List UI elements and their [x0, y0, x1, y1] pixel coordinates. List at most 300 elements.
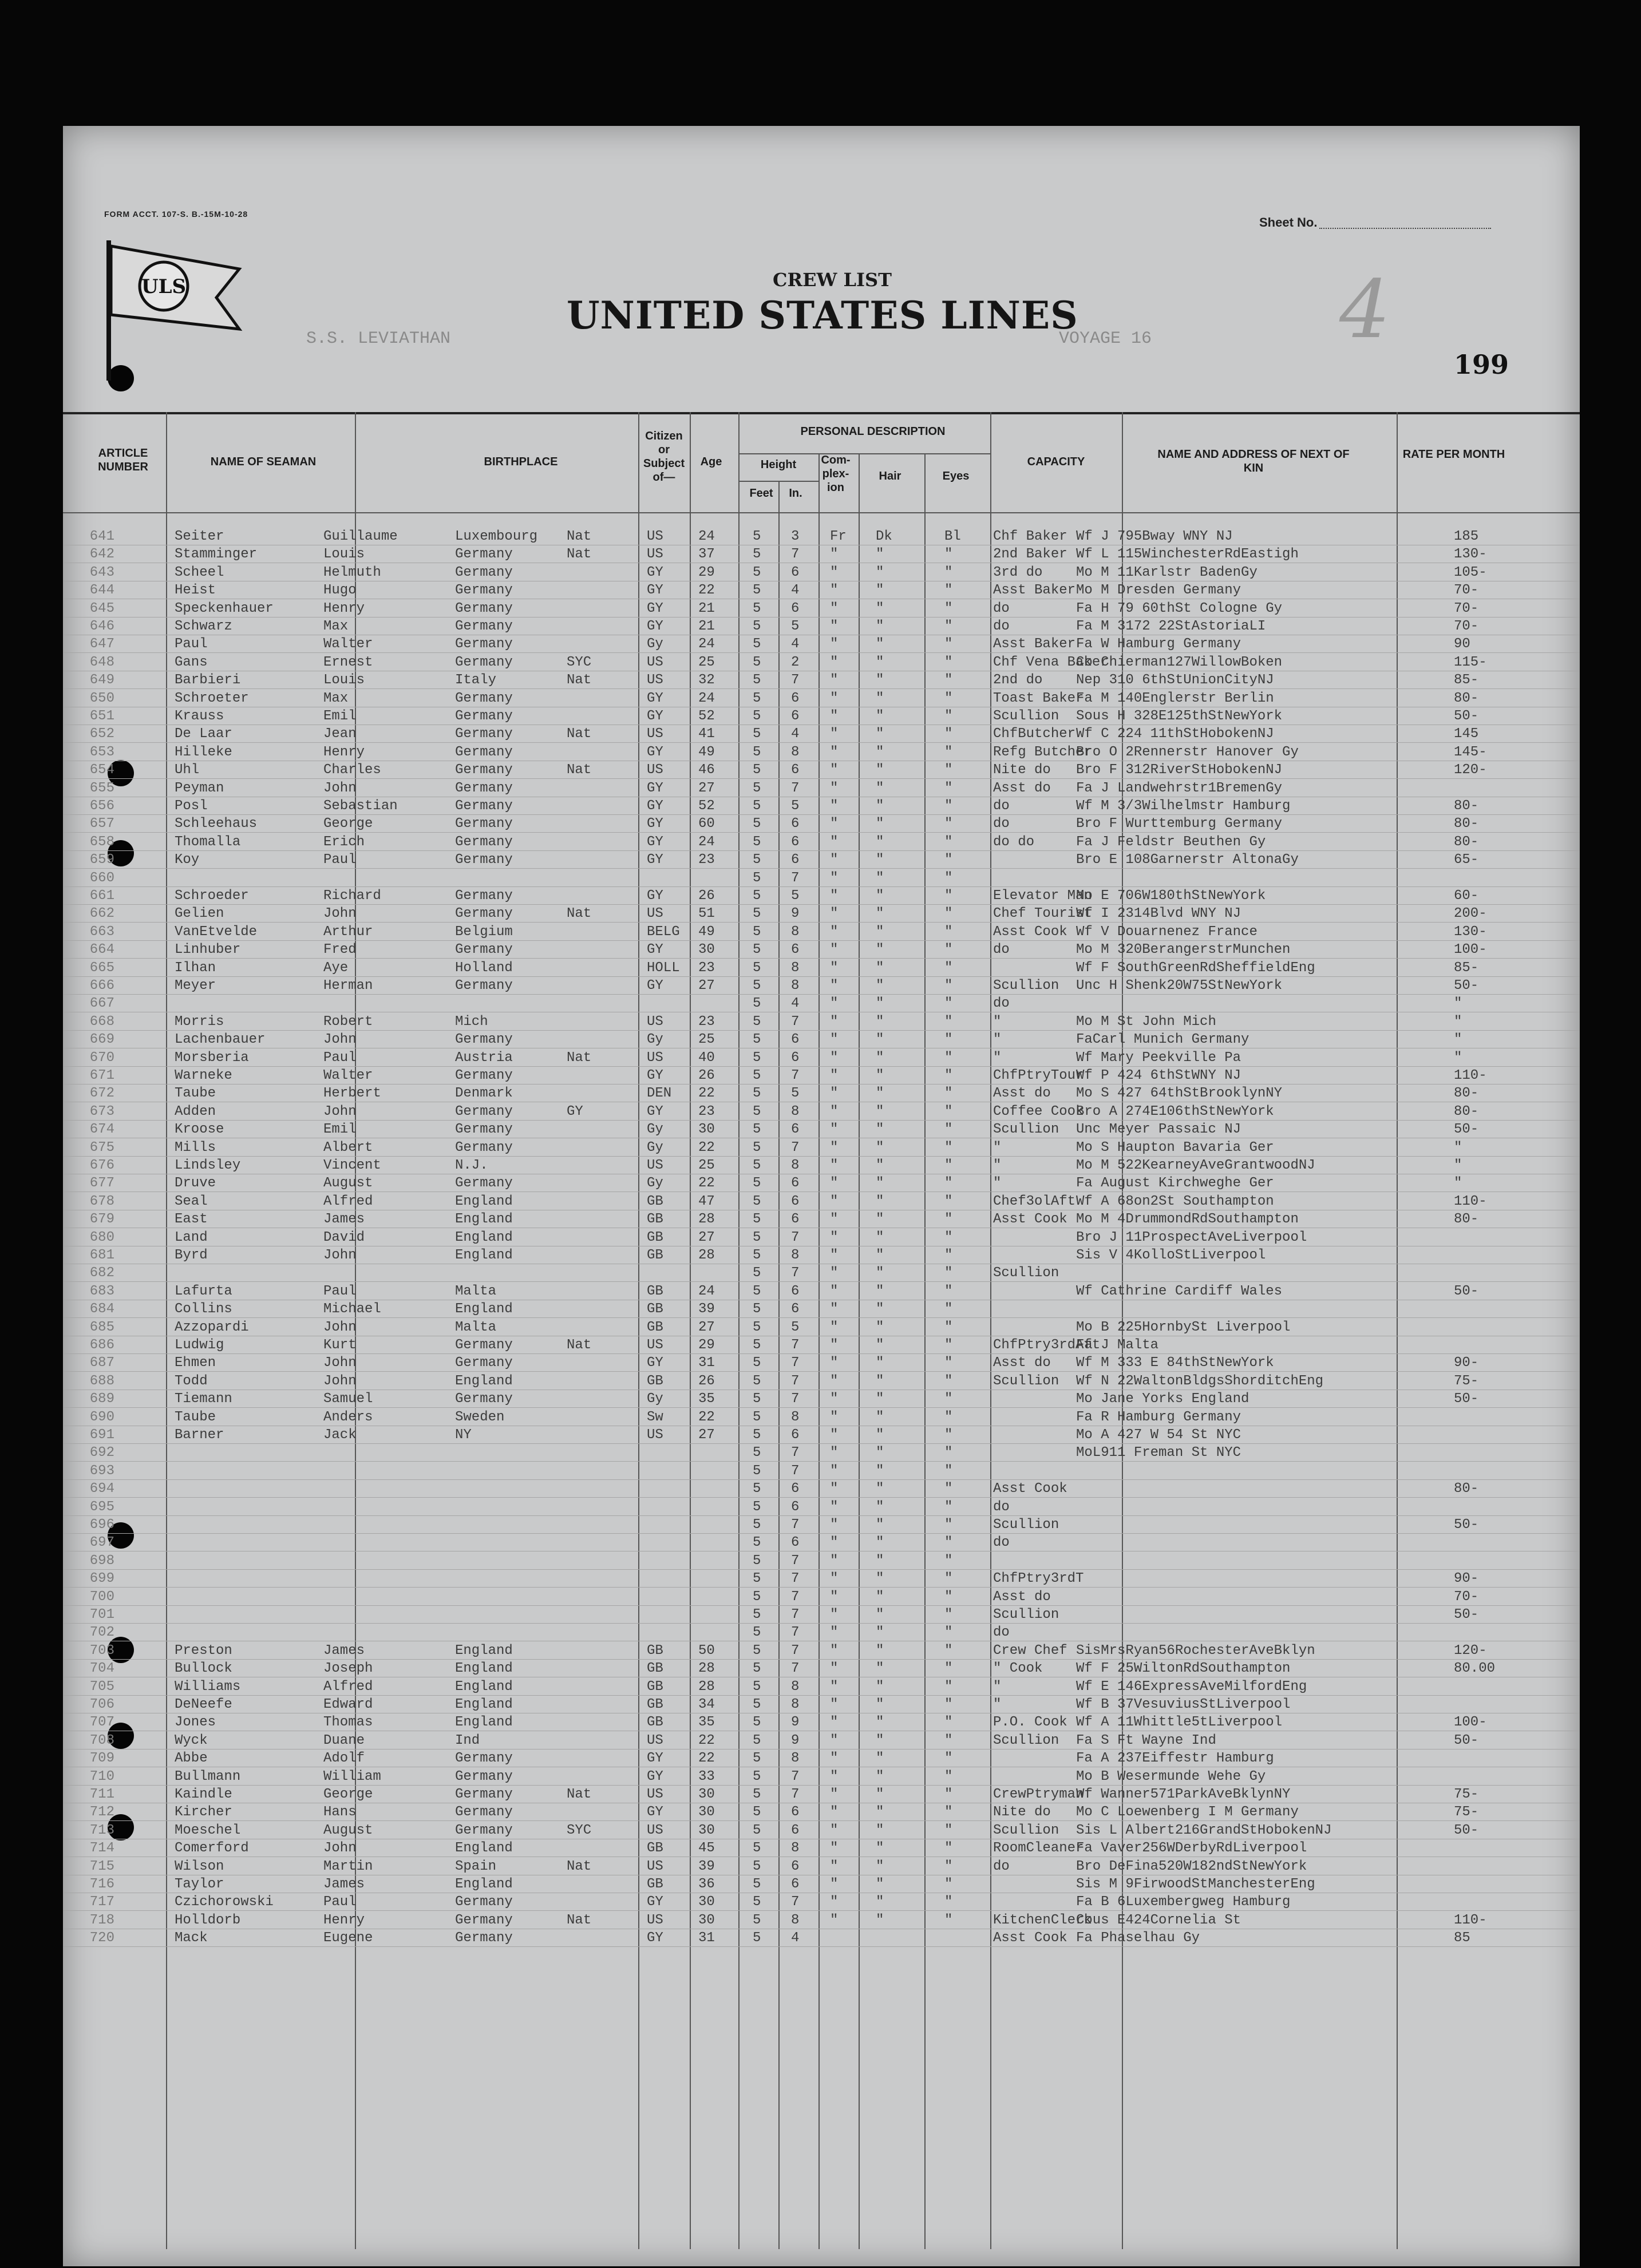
cell-num: 652 [89, 726, 114, 742]
cell-rate: 50- [1454, 1284, 1479, 1299]
cell-in: 7 [791, 1014, 800, 1030]
cell-comp: " [830, 1769, 839, 1784]
table-row [63, 1624, 1580, 1641]
cell-age: 34 [698, 1697, 715, 1712]
cell-ft: 5 [753, 1499, 761, 1515]
cell-eyes: " [944, 1284, 953, 1299]
cell-cap: Scullion [993, 1733, 1059, 1748]
cell-given: John [323, 1840, 357, 1856]
header-height: Height [760, 458, 797, 471]
cell-num: 642 [89, 547, 114, 562]
cell-in: 4 [791, 636, 800, 652]
cell-eyes: " [944, 1625, 953, 1640]
table-row [63, 1354, 1580, 1372]
cell-eyes: " [944, 852, 953, 868]
cell-num: 643 [89, 565, 114, 580]
cell-hair: " [876, 762, 884, 778]
cell-eyes: " [944, 1571, 953, 1586]
header-birthplace: BIRTHPLACE [484, 456, 558, 468]
table-row [63, 1157, 1580, 1174]
cell-age: 27 [698, 1230, 715, 1245]
cell-given: Martin [323, 1859, 373, 1874]
cell-cap: do [993, 996, 1010, 1011]
cell-kin: Mo M 320BerangerstrMunchen [1076, 942, 1291, 957]
cell-kin: Bro DeFina520W182ndStNewYork [1076, 1859, 1307, 1874]
cell-cit: DEN [647, 1086, 672, 1101]
cell-hair: " [876, 1175, 884, 1191]
cell-num: 695 [89, 1499, 114, 1515]
table-row [63, 833, 1580, 851]
cell-birth: England [455, 1679, 513, 1695]
cell-age: 22 [698, 1086, 715, 1101]
row-rule [63, 1497, 1580, 1498]
cell-num: 720 [89, 1930, 114, 1946]
cell-age: 24 [698, 691, 715, 706]
cell-num: 677 [89, 1175, 114, 1191]
cell-age: 21 [698, 601, 715, 616]
cell-hair: " [876, 1248, 884, 1263]
cell-comp: " [830, 1212, 839, 1227]
cell-hair: " [876, 978, 884, 994]
table-row [63, 1822, 1580, 1839]
cell-ft: 5 [753, 1877, 761, 1892]
cell-comp: " [830, 1751, 839, 1766]
table-row [63, 1174, 1580, 1192]
cell-comp: " [830, 1877, 839, 1892]
cell-in: 3 [791, 529, 800, 544]
cell-hair: " [876, 1499, 884, 1515]
cell-comp: " [830, 619, 839, 634]
cell-in: 6 [791, 1481, 800, 1497]
cell-birth: Germany [455, 691, 513, 706]
table-row [63, 815, 1580, 833]
cell-comp: " [830, 978, 839, 994]
cell-kin: Wf Cathrine Cardiff Wales [1076, 1284, 1283, 1299]
cell-eyes: " [944, 1427, 953, 1443]
cell-age: 22 [698, 583, 715, 598]
cell-hair: " [876, 1661, 884, 1676]
cell-kin: Bro O 2Rennerstr Hanover Gy [1076, 745, 1299, 760]
cell-rate: 100- [1454, 1715, 1487, 1730]
row-rule [63, 1946, 1580, 1947]
cell-rate: 50- [1454, 1733, 1479, 1748]
cell-surname: Byrd [175, 1248, 208, 1263]
cell-surname: Mills [175, 1140, 216, 1155]
cell-kin: Sis V 4KolloStLiverpool [1076, 1248, 1266, 1263]
cell-kin: Fa M 3172 22StAstoriaLI [1076, 619, 1266, 634]
cell-num: 697 [89, 1535, 114, 1550]
cell-ft: 5 [753, 816, 761, 832]
table-row [63, 1408, 1580, 1426]
cell-surname: Tiemann [175, 1391, 232, 1407]
cell-cap: Scullion [993, 1374, 1059, 1389]
cell-birth: Malta [455, 1320, 497, 1335]
cell-surname: Schroeder [175, 888, 249, 904]
cell-eyes: " [944, 816, 953, 832]
cell-cap: ChfButcher [993, 726, 1076, 742]
cell-birth: Germany [455, 1894, 513, 1910]
cell-kin: Mo E 706W180thStNewYork [1076, 888, 1266, 904]
table-row [63, 1642, 1580, 1660]
cell-hair: " [876, 1427, 884, 1443]
cell-eyes: " [944, 1391, 953, 1407]
cell-age: 27 [698, 978, 715, 994]
cell-cit: GY [647, 601, 663, 616]
table-row [63, 1229, 1580, 1246]
table-row [63, 959, 1580, 977]
cell-ft: 5 [753, 1643, 761, 1659]
cell-birth: England [455, 1301, 513, 1317]
cell-kin: Fa R Hamburg Germany [1076, 1410, 1241, 1425]
cell-comp: " [830, 1284, 839, 1299]
cell-in: 6 [791, 1301, 800, 1317]
cell-in: 6 [791, 834, 800, 850]
cell-surname: Bullock [175, 1661, 232, 1676]
cell-eyes: " [944, 1733, 953, 1748]
cell-cap: do [993, 816, 1010, 832]
cell-comp: " [830, 1391, 839, 1407]
cell-rate: 110- [1454, 1068, 1487, 1083]
cell-in: 6 [791, 1032, 800, 1047]
cell-hair: " [876, 708, 884, 724]
cell-num: 713 [89, 1823, 114, 1838]
cell-rate: 120- [1454, 1643, 1487, 1659]
crew-list-label: CREW LIST [773, 269, 892, 291]
cell-ft: 5 [753, 1230, 761, 1245]
cell-kin: Mo A 427 W 54 St NYC [1076, 1427, 1241, 1443]
cell-ft: 5 [753, 1840, 761, 1856]
cell-given: Alfred [323, 1679, 373, 1695]
row-rule [63, 868, 1580, 869]
cell-num: 654 [89, 762, 114, 778]
row-rule [63, 742, 1580, 743]
cell-nat: Nat [567, 1337, 592, 1353]
cell-cit: GB [647, 1715, 663, 1730]
cell-comp: " [830, 1715, 839, 1730]
cell-kin: Mo C Loewenberg I M Germany [1076, 1804, 1299, 1820]
cell-hair: " [876, 888, 884, 904]
cell-in: 8 [791, 1679, 800, 1695]
cell-rate: 110- [1454, 1194, 1487, 1209]
cell-ft: 5 [753, 691, 761, 706]
cell-cap: Crew Chef [993, 1643, 1067, 1659]
cell-given: Max [323, 619, 349, 634]
table-row [63, 1768, 1580, 1786]
cell-in: 7 [791, 1265, 800, 1281]
cell-given: Vincent [323, 1158, 381, 1173]
cell-rate: 80- [1454, 1481, 1479, 1497]
cell-cap: " [993, 1050, 1002, 1066]
cell-in: 5 [791, 798, 800, 814]
cell-in: 8 [791, 960, 800, 976]
cell-given: Henry [323, 745, 365, 760]
cell-eyes: " [944, 924, 953, 940]
cell-age: 35 [698, 1391, 715, 1407]
cell-kin: Bro F Wurttemburg Germany [1076, 816, 1283, 832]
cell-surname: Kaindle [175, 1787, 232, 1802]
cell-birth: Germany [455, 1104, 513, 1119]
row-rule [63, 1281, 1580, 1282]
cell-comp: " [830, 1050, 839, 1066]
cell-comp: " [830, 726, 839, 742]
cell-hair: " [876, 1751, 884, 1766]
cell-cap: Toast Baker [993, 691, 1084, 706]
cell-cit: US [647, 529, 663, 544]
cell-in: 8 [791, 1248, 800, 1263]
cell-rate: " [1454, 1032, 1462, 1047]
cell-kin: Mo M 11Karlstr BadenGy [1076, 565, 1258, 580]
cell-rate: 50- [1454, 1607, 1479, 1622]
cell-cit: Gy [647, 1122, 663, 1137]
cell-surname: Holldorb [175, 1913, 241, 1928]
cell-comp: " [830, 1122, 839, 1137]
table-row [63, 1390, 1580, 1408]
row-rule [63, 1461, 1580, 1462]
cell-eyes: " [944, 1481, 953, 1497]
cell-hair: " [876, 1553, 884, 1569]
cell-rate: 50- [1454, 708, 1479, 724]
cell-cit: US [647, 1050, 663, 1066]
cell-comp: " [830, 655, 839, 670]
cell-cit: GB [647, 1840, 663, 1856]
table-row [63, 1480, 1580, 1498]
row-rule [63, 832, 1580, 833]
cell-given: Louis [323, 547, 365, 562]
cell-num: 670 [89, 1050, 114, 1066]
cell-rate: 85- [1454, 960, 1479, 976]
cell-surname: DeNeefe [175, 1697, 232, 1712]
cell-in: 8 [791, 1104, 800, 1119]
cell-birth: Germany [455, 781, 513, 796]
cell-cit: US [647, 1859, 663, 1874]
cell-cit: GY [647, 619, 663, 634]
cell-num: 702 [89, 1625, 114, 1640]
cell-eyes: Bl [944, 529, 961, 544]
cell-hair: " [876, 798, 884, 814]
cell-rate: " [1454, 1140, 1462, 1155]
table-row [63, 545, 1580, 563]
cell-rate: 75- [1454, 1804, 1479, 1820]
cell-hair: " [876, 1050, 884, 1066]
cell-surname: Barner [175, 1427, 224, 1443]
cell-kin: Fa J Malta [1076, 1337, 1159, 1353]
cell-cit: US [647, 655, 663, 670]
cell-in: 4 [791, 583, 800, 598]
cell-cap: Asst Cook [993, 1481, 1067, 1497]
cell-comp: " [830, 1140, 839, 1155]
cell-in: 8 [791, 745, 800, 760]
cell-eyes: " [944, 1320, 953, 1335]
cell-num: 644 [89, 583, 114, 598]
cell-given: Charles [323, 762, 381, 778]
cell-eyes: " [944, 888, 953, 904]
cell-num: 651 [89, 708, 114, 724]
cell-given: James [323, 1212, 365, 1227]
cell-age: 35 [698, 1715, 715, 1730]
table-row [63, 1498, 1580, 1516]
cell-rate: 80- [1454, 1104, 1479, 1119]
cell-in: 7 [791, 1769, 800, 1784]
cell-surname: Taube [175, 1086, 216, 1101]
cell-eyes: " [944, 1194, 953, 1209]
cell-given: Edward [323, 1697, 373, 1712]
cell-surname: Adden [175, 1104, 216, 1119]
cell-kin: Wf J 795Bway WNY NJ [1076, 529, 1233, 544]
cell-num: 648 [89, 655, 114, 670]
sheet-number-label: Sheet No. [1259, 215, 1318, 229]
row-rule [63, 958, 1580, 959]
cell-eyes: " [944, 1643, 953, 1659]
cell-comp: " [830, 1913, 839, 1928]
cell-cit: HOLL [647, 960, 680, 976]
cell-eyes: " [944, 726, 953, 742]
cell-given: Alfred [323, 1194, 373, 1209]
cell-ft: 5 [753, 1265, 761, 1281]
cell-age: 36 [698, 1877, 715, 1892]
cell-cit: GY [647, 583, 663, 598]
cell-cit: GY [647, 1804, 663, 1820]
header-personal-description: PERSONAL DESCRIPTION [800, 425, 946, 438]
cell-surname: Todd [175, 1374, 208, 1389]
table-row [63, 654, 1580, 671]
cell-rate: 50- [1454, 1517, 1479, 1533]
cell-given: Walter [323, 636, 373, 652]
table-row [63, 1210, 1580, 1228]
cell-birth: Italy [455, 672, 497, 688]
cell-age: 27 [698, 781, 715, 796]
cell-kin: Wf N 22WaltonBldgsShorditchEng [1076, 1374, 1324, 1389]
cell-given: John [323, 1320, 357, 1335]
cell-cit: GB [647, 1320, 663, 1335]
cell-in: 6 [791, 708, 800, 724]
cell-num: 696 [89, 1517, 114, 1533]
cell-ft: 5 [753, 1194, 761, 1209]
cell-given: August [323, 1175, 373, 1191]
table-row [63, 707, 1580, 725]
cell-surname: Heist [175, 583, 216, 598]
cell-num: 674 [89, 1122, 114, 1137]
cell-ft: 5 [753, 529, 761, 544]
cell-eyes: " [944, 762, 953, 778]
cell-age: 23 [698, 960, 715, 976]
cell-comp: " [830, 1175, 839, 1191]
cell-num: 716 [89, 1877, 114, 1892]
cell-eyes: " [944, 906, 953, 921]
cell-birth: England [455, 1212, 513, 1227]
cell-in: 5 [791, 619, 800, 634]
cell-age: 22 [698, 1140, 715, 1155]
cell-rate: 50- [1454, 978, 1479, 994]
cell-given: Walter [323, 1068, 373, 1083]
cell-ft: 5 [753, 1913, 761, 1928]
cell-comp: " [830, 708, 839, 724]
cell-ft: 5 [753, 942, 761, 957]
cell-rate: 70- [1454, 1589, 1479, 1605]
cell-hair: " [876, 565, 884, 580]
cell-kin: Unc Meyer Passaic NJ [1076, 1122, 1241, 1137]
cell-birth: Germany [455, 583, 513, 598]
cell-rate: 50- [1454, 1122, 1479, 1137]
handwritten-mark: 4 [1339, 263, 1391, 357]
table-row [63, 1121, 1580, 1138]
cell-birth: Germany [455, 1391, 513, 1407]
cell-rate: 110- [1454, 1913, 1487, 1928]
cell-given: David [323, 1230, 365, 1245]
cell-birth: Austria [455, 1050, 513, 1066]
cell-cap: Asst do [993, 1589, 1051, 1605]
cell-ft: 5 [753, 1355, 761, 1371]
cell-ft: 5 [753, 1697, 761, 1712]
table-row [63, 1750, 1580, 1767]
cell-num: 655 [89, 781, 114, 796]
cell-ft: 5 [753, 1571, 761, 1586]
cell-cit: US [647, 726, 663, 742]
cell-eyes: " [944, 708, 953, 724]
cell-rate: 60- [1454, 888, 1479, 904]
cell-cit: US [647, 1913, 663, 1928]
cell-nat: Nat [567, 906, 592, 921]
cell-ft: 5 [753, 870, 761, 886]
cell-cit: GY [647, 708, 663, 724]
cell-age: 30 [698, 1122, 715, 1137]
table-row [63, 1103, 1580, 1121]
cell-cit: GY [647, 1930, 663, 1946]
cell-num: 649 [89, 672, 114, 688]
row-rule [63, 1317, 1580, 1318]
cell-eyes: " [944, 1122, 953, 1137]
cell-birth: England [455, 1697, 513, 1712]
cell-birth: Germany [455, 1913, 513, 1928]
cell-in: 5 [791, 1320, 800, 1335]
cell-in: 7 [791, 1625, 800, 1640]
cell-num: 669 [89, 1032, 114, 1047]
cell-kin: Mo M St John Mich [1076, 1014, 1216, 1030]
cell-in: 9 [791, 1733, 800, 1748]
cell-surname: Lafurta [175, 1284, 232, 1299]
cell-surname: Williams [175, 1679, 241, 1695]
cell-given: Hugo [323, 583, 357, 598]
cell-eyes: " [944, 1140, 953, 1155]
cell-ft: 5 [753, 996, 761, 1011]
cell-num: 701 [89, 1607, 114, 1622]
cell-eyes: " [944, 672, 953, 688]
cell-eyes: " [944, 1661, 953, 1676]
cell-num: 710 [89, 1769, 114, 1784]
cell-in: 6 [791, 1212, 800, 1227]
cell-cit: US [647, 762, 663, 778]
cell-ft: 5 [753, 888, 761, 904]
cell-age: 23 [698, 1104, 715, 1119]
cell-hair: " [876, 1445, 884, 1460]
cell-hair: " [876, 1463, 884, 1479]
cell-surname: Lindsley [175, 1158, 241, 1173]
cell-age: 52 [698, 708, 715, 724]
cell-age: 21 [698, 619, 715, 634]
cell-num: 657 [89, 816, 114, 832]
cell-cap: ChfPtry3rdT [993, 1571, 1084, 1586]
cell-ft: 5 [753, 1553, 761, 1569]
cell-in: 7 [791, 1894, 800, 1910]
cell-kin: Fa W Hamburg Germany [1076, 636, 1241, 652]
table-row [63, 1911, 1580, 1929]
cell-hair: " [876, 1859, 884, 1874]
cell-num: 699 [89, 1571, 114, 1586]
cell-rate: 90- [1454, 1571, 1479, 1586]
cell-in: 7 [791, 1607, 800, 1622]
cell-surname: Schleehaus [175, 816, 258, 832]
cell-hair: " [876, 1913, 884, 1928]
cell-hair: " [876, 1733, 884, 1748]
